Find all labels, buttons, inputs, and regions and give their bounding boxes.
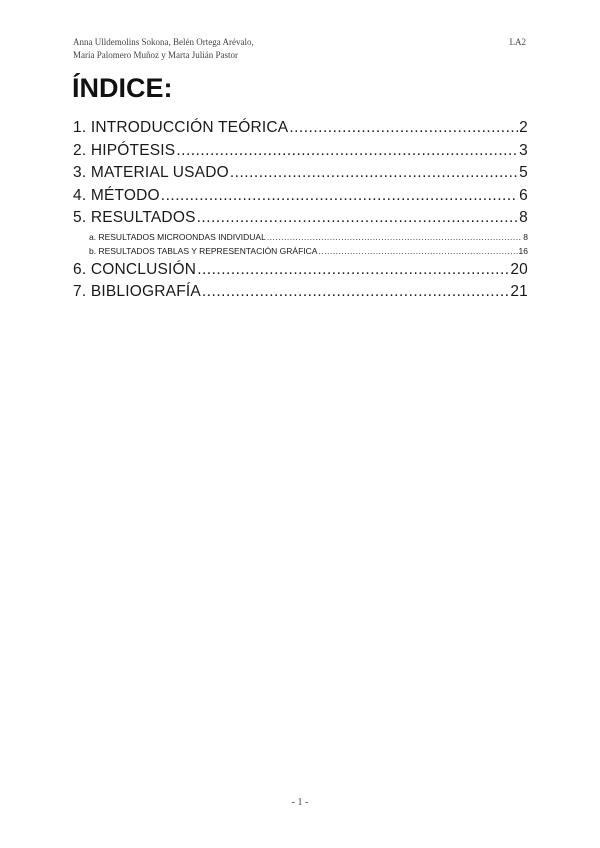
- toc-leader: [197, 207, 519, 230]
- toc-leader: [197, 259, 509, 282]
- toc-entry-page: 21: [510, 283, 528, 300]
- toc-entry-label: 6. CONCLUSIÓN: [73, 260, 197, 278]
- toc-entry-page: 5: [519, 164, 528, 181]
- toc-leader: [267, 230, 522, 245]
- header-authors: [73, 36, 254, 62]
- toc-entry-introduccion[interactable]: [73, 117, 528, 140]
- toc-entry-label: a. RESULTADOS MICROONDAS INDIVIDUAL: [89, 231, 266, 242]
- toc-leader: [318, 244, 517, 259]
- toc-entry-material[interactable]: [73, 162, 528, 185]
- toc-leader: [161, 185, 518, 208]
- toc-entry-resultados[interactable]: [73, 207, 528, 230]
- toc-leader: [176, 140, 518, 163]
- header-authors-line-2: María Palomero Muñoz y Marta Julián Pastor: [73, 50, 238, 60]
- toc-leader: [289, 117, 518, 140]
- toc-subentry-tablas[interactable]: [73, 244, 528, 259]
- toc-entry-metodo[interactable]: [73, 185, 528, 208]
- toc-entry-hipotesis[interactable]: [73, 140, 528, 163]
- toc-entry-label: 2. HIPÓTESIS: [73, 141, 176, 159]
- toc-entry-bibliografia[interactable]: [73, 281, 528, 304]
- toc-entry-page: 20: [510, 260, 528, 278]
- toc-entry-label: 3. MATERIAL USADO: [73, 164, 229, 181]
- toc-leader: [230, 162, 518, 185]
- toc-entry-page: 3: [519, 141, 528, 159]
- toc-entry-page: 8: [519, 209, 528, 226]
- toc-subentry-microondas[interactable]: [73, 230, 528, 245]
- toc-entry-label: 1. INTRODUCCIÓN TEÓRICA: [73, 119, 289, 136]
- toc-entry-page: 2: [519, 119, 528, 136]
- toc-entry-label: 5. RESULTADOS: [73, 209, 196, 226]
- toc-entry-page: 8: [523, 231, 528, 242]
- toc-entry-conclusion[interactable]: [73, 259, 528, 282]
- table-of-contents: [73, 117, 528, 304]
- toc-entry-page: 6: [519, 186, 528, 204]
- toc-entry-label: 7. BIBLIOGRAFÍA: [73, 283, 201, 300]
- page-title: ÍNDICE:: [72, 73, 173, 103]
- page-number: - 1 -: [291, 797, 309, 808]
- header-code: LA2: [509, 37, 526, 47]
- toc-entry-label: b. RESULTADOS TABLAS Y REPRESENTACIÓN GRÁFICA: [89, 246, 318, 256]
- toc-entry-label: 4. MÉTODO: [73, 186, 160, 204]
- toc-leader: [202, 281, 509, 304]
- header-authors-line-1: Anna Ulldemolins Sokona, Belén Ortega Arévalo,: [73, 37, 254, 47]
- toc-entry-page: 16: [518, 246, 528, 256]
